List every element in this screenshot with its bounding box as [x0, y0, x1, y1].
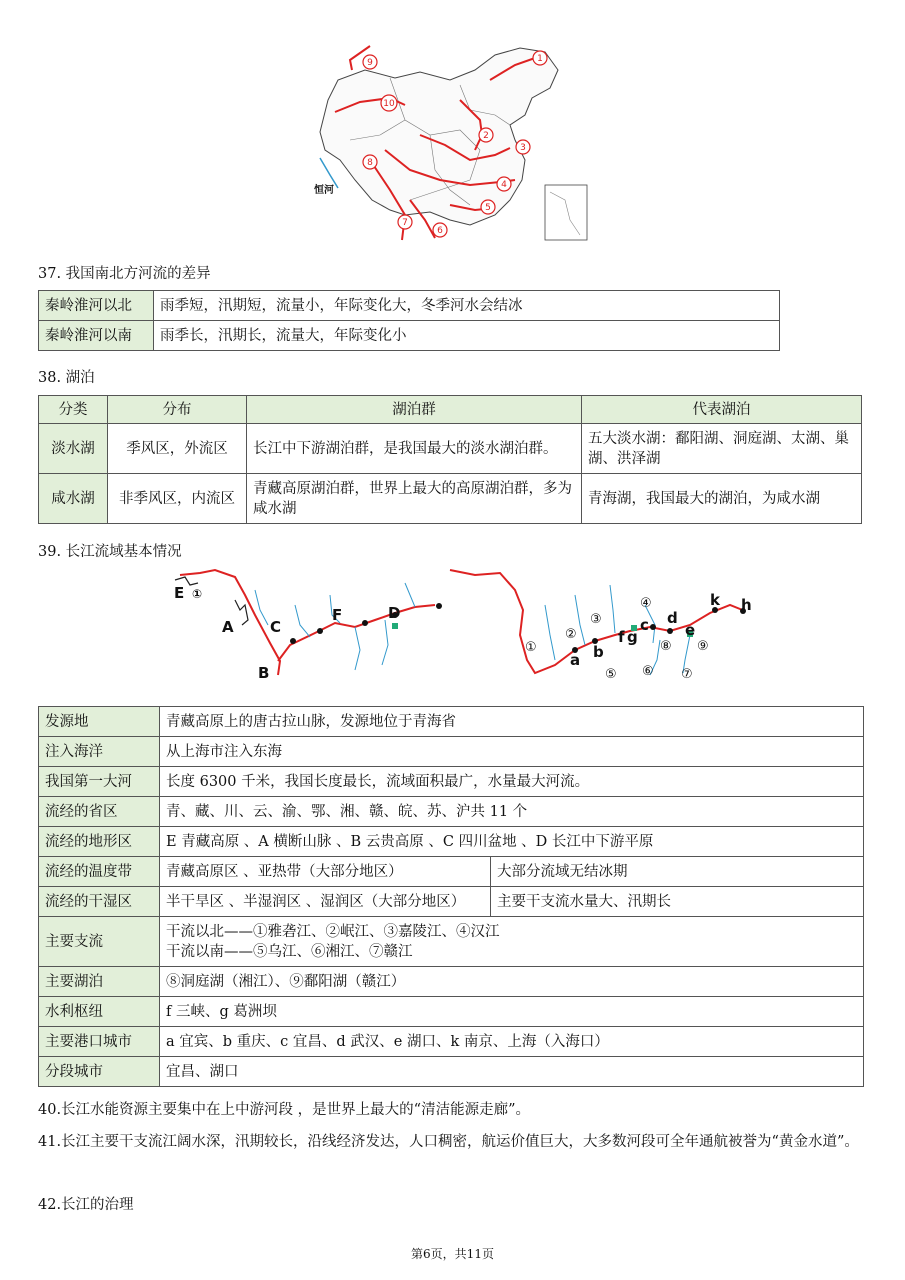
table-row	[39, 321, 780, 351]
svg-text:10: 10	[383, 99, 395, 109]
table-row	[39, 1057, 864, 1087]
tributaries-north: 干流以北——①雅砻江、②岷江、③嘉陵江、④汉江	[166, 923, 500, 940]
header-group: 湖泊群	[247, 396, 582, 424]
map-label-lake-9: ⑨	[697, 639, 709, 654]
yangtze-right-map	[445, 565, 765, 690]
row-label: 注入海洋	[39, 737, 160, 767]
header-representative: 代表湖泊	[582, 396, 862, 424]
row-value: 青藏高原区 、亚热带（大部分地区）	[160, 857, 491, 887]
row-value: 青藏高原上的唐古拉山脉，发源地位于青海省	[160, 707, 864, 737]
map-marker-8	[363, 155, 377, 169]
map-marker-2	[479, 128, 493, 142]
table-row	[39, 707, 864, 737]
table-row	[39, 767, 864, 797]
map-label-tributary-6: ⑥	[642, 664, 654, 679]
map-label-g: g	[627, 628, 638, 646]
row-value: 雨季长，汛期长，流量大，年际变化小	[154, 321, 780, 351]
row-value: ⑧洞庭湖（湘江）、⑨鄱阳湖（赣江）	[160, 967, 864, 997]
map-marker-7	[398, 215, 412, 229]
q37-table	[38, 290, 780, 351]
table-row	[39, 887, 864, 917]
map-label-C: C	[270, 618, 282, 636]
row-label: 分段城市	[39, 1057, 160, 1087]
yangtze-left-map	[160, 565, 450, 690]
ganges-label: 恒河	[314, 185, 334, 196]
map-marker-10	[381, 95, 397, 111]
q40-paragraph: 40.长江水能资源主要集中在上中游河段 ，是世界上最大的“清洁能源走廊”。	[38, 1102, 530, 1118]
table-row	[39, 424, 862, 474]
lake-group: 长江中下游湖泊群，是我国最大的淡水湖泊群。	[247, 424, 582, 474]
map-label-k: k	[710, 591, 720, 609]
svg-text:5: 5	[485, 203, 491, 213]
q39-table	[38, 706, 864, 1087]
map-marker-4	[497, 177, 511, 191]
row-label: 流经的温度带	[39, 857, 160, 887]
row-value: 半干旱区 、半湿润区 、湿润区（大部分地区）	[160, 887, 491, 917]
map-label-b: b	[593, 643, 604, 661]
map-marker-5	[481, 200, 495, 214]
row-label: 秦岭淮河以南	[39, 321, 154, 351]
table-row	[39, 857, 864, 887]
svg-text:3: 3	[520, 143, 526, 153]
header-distribution: 分布	[108, 396, 247, 424]
row-label: 我国第一大河	[39, 767, 160, 797]
row-label: 水利枢纽	[39, 997, 160, 1027]
row-label: 主要港口城市	[39, 1027, 160, 1057]
map-label-1: ①	[192, 587, 203, 601]
lake-group: 青藏高原湖泊群，世界上最大的高原湖泊群，多为咸水湖	[247, 474, 582, 524]
row-label: 主要湖泊	[39, 967, 160, 997]
row-extra: 主要干支流水量大、汛期长	[491, 887, 864, 917]
row-value: E 青藏高原 、A 横断山脉 、B 云贵高原 、C 四川盆地 、D 长江中下游平原	[160, 827, 864, 857]
page-footer: 第6页，共11页	[411, 1247, 494, 1261]
table-row	[39, 474, 862, 524]
map-label-D: D	[388, 604, 401, 622]
map-marker-1	[533, 51, 547, 65]
row-value: a 宜宾、b 重庆、c 宜昌、d 武汉、e 湖口、k 南京、上海（入海口）	[160, 1027, 864, 1057]
row-value: 雨季短，汛期短，流量小，年际变化大，冬季河水会结冰	[154, 291, 780, 321]
row-value: f 三峡、g 葛洲坝	[160, 997, 864, 1027]
row-value: 宜昌、湖口	[160, 1057, 864, 1087]
map-label-lake-8: ⑧	[660, 639, 672, 654]
map-label-B: B	[258, 664, 270, 682]
row-value: 青、藏、川、云、渝、鄂、湘、赣、皖、苏、沪共 11 个	[160, 797, 864, 827]
lake-type: 淡水湖	[39, 424, 108, 474]
table-row	[39, 997, 864, 1027]
map-label-F: F	[332, 606, 343, 624]
table-row	[39, 917, 864, 967]
map-label-A: A	[222, 618, 234, 636]
lake-representative: 青海湖，我国最大的湖泊，为咸水湖	[582, 474, 862, 524]
q39-heading: 39. 长江流域基本情况	[38, 544, 182, 560]
map-label-tributary-3: ③	[590, 612, 602, 627]
table-row	[39, 967, 864, 997]
map-marker-9	[363, 55, 377, 69]
svg-text:6: 6	[437, 226, 443, 236]
map-label-d: d	[667, 609, 678, 627]
lake-type: 咸水湖	[39, 474, 108, 524]
map-label-f: f	[618, 628, 625, 646]
table-row	[39, 291, 780, 321]
row-extra: 大部分流域无结冰期	[491, 857, 864, 887]
map-marker-3	[516, 140, 530, 154]
map-label-h: h	[741, 596, 752, 614]
row-label: 发源地	[39, 707, 160, 737]
table-row	[39, 737, 864, 767]
q42-heading: 42.长江的治理	[38, 1197, 134, 1213]
table-row	[39, 797, 864, 827]
q38-table	[38, 395, 862, 524]
map-label-tributary-2: ②	[565, 627, 577, 642]
row-label: 主要支流	[39, 917, 160, 967]
q38-heading: 38. 湖泊	[38, 370, 95, 386]
q37-heading: 37. 我国南北方河流的差异	[38, 266, 211, 282]
row-label: 秦岭淮河以北	[39, 291, 154, 321]
svg-text:4: 4	[501, 180, 507, 190]
map-label-c: c	[640, 616, 649, 634]
table-row	[39, 1027, 864, 1057]
q41-paragraph: 41.长江主要干支流江阔水深，汛期较长，沿线经济发达，人口稠密，航运价值巨大，大多数河段可全年通航被誉为“黄金水道”。	[38, 1134, 859, 1150]
lake-distribution: 非季风区，内流区	[108, 474, 247, 524]
svg-text:9: 9	[367, 58, 373, 68]
svg-text:8: 8	[367, 158, 373, 168]
row-label: 流经的省区	[39, 797, 160, 827]
row-value: 长度 6300 千米，我国长度最长，流域面积最广，水量最大河流。	[160, 767, 864, 797]
header-type: 分类	[39, 396, 108, 424]
row-label: 流经的干湿区	[39, 887, 160, 917]
map-marker-6	[433, 223, 447, 237]
row-value: 从上海市注入东海	[160, 737, 864, 767]
map-label-tributary-5: ⑤	[605, 667, 617, 682]
china-rivers-map	[310, 40, 595, 250]
map-label-a: a	[570, 651, 581, 669]
svg-text:1: 1	[537, 54, 543, 64]
lake-distribution: 季风区，外流区	[108, 424, 247, 474]
map-label-tributary-1: ①	[525, 640, 537, 655]
map-label-tributary-7: ⑦	[681, 667, 693, 682]
table-row	[39, 827, 864, 857]
svg-text:7: 7	[402, 218, 408, 228]
map-label-tributary-4: ④	[640, 596, 652, 611]
row-label: 流经的地形区	[39, 827, 160, 857]
lake-representative: 五大淡水湖：鄱阳湖、洞庭湖、太湖、巢湖、洪泽湖	[582, 424, 862, 474]
map-label-e: e	[685, 621, 696, 639]
table-header-row	[39, 396, 862, 424]
map-label-E: E	[174, 584, 185, 602]
svg-text:2: 2	[483, 131, 489, 141]
tributaries-south: 干流以南——⑤乌江、⑥湘江、⑦赣江	[166, 943, 413, 960]
row-value	[160, 917, 864, 967]
